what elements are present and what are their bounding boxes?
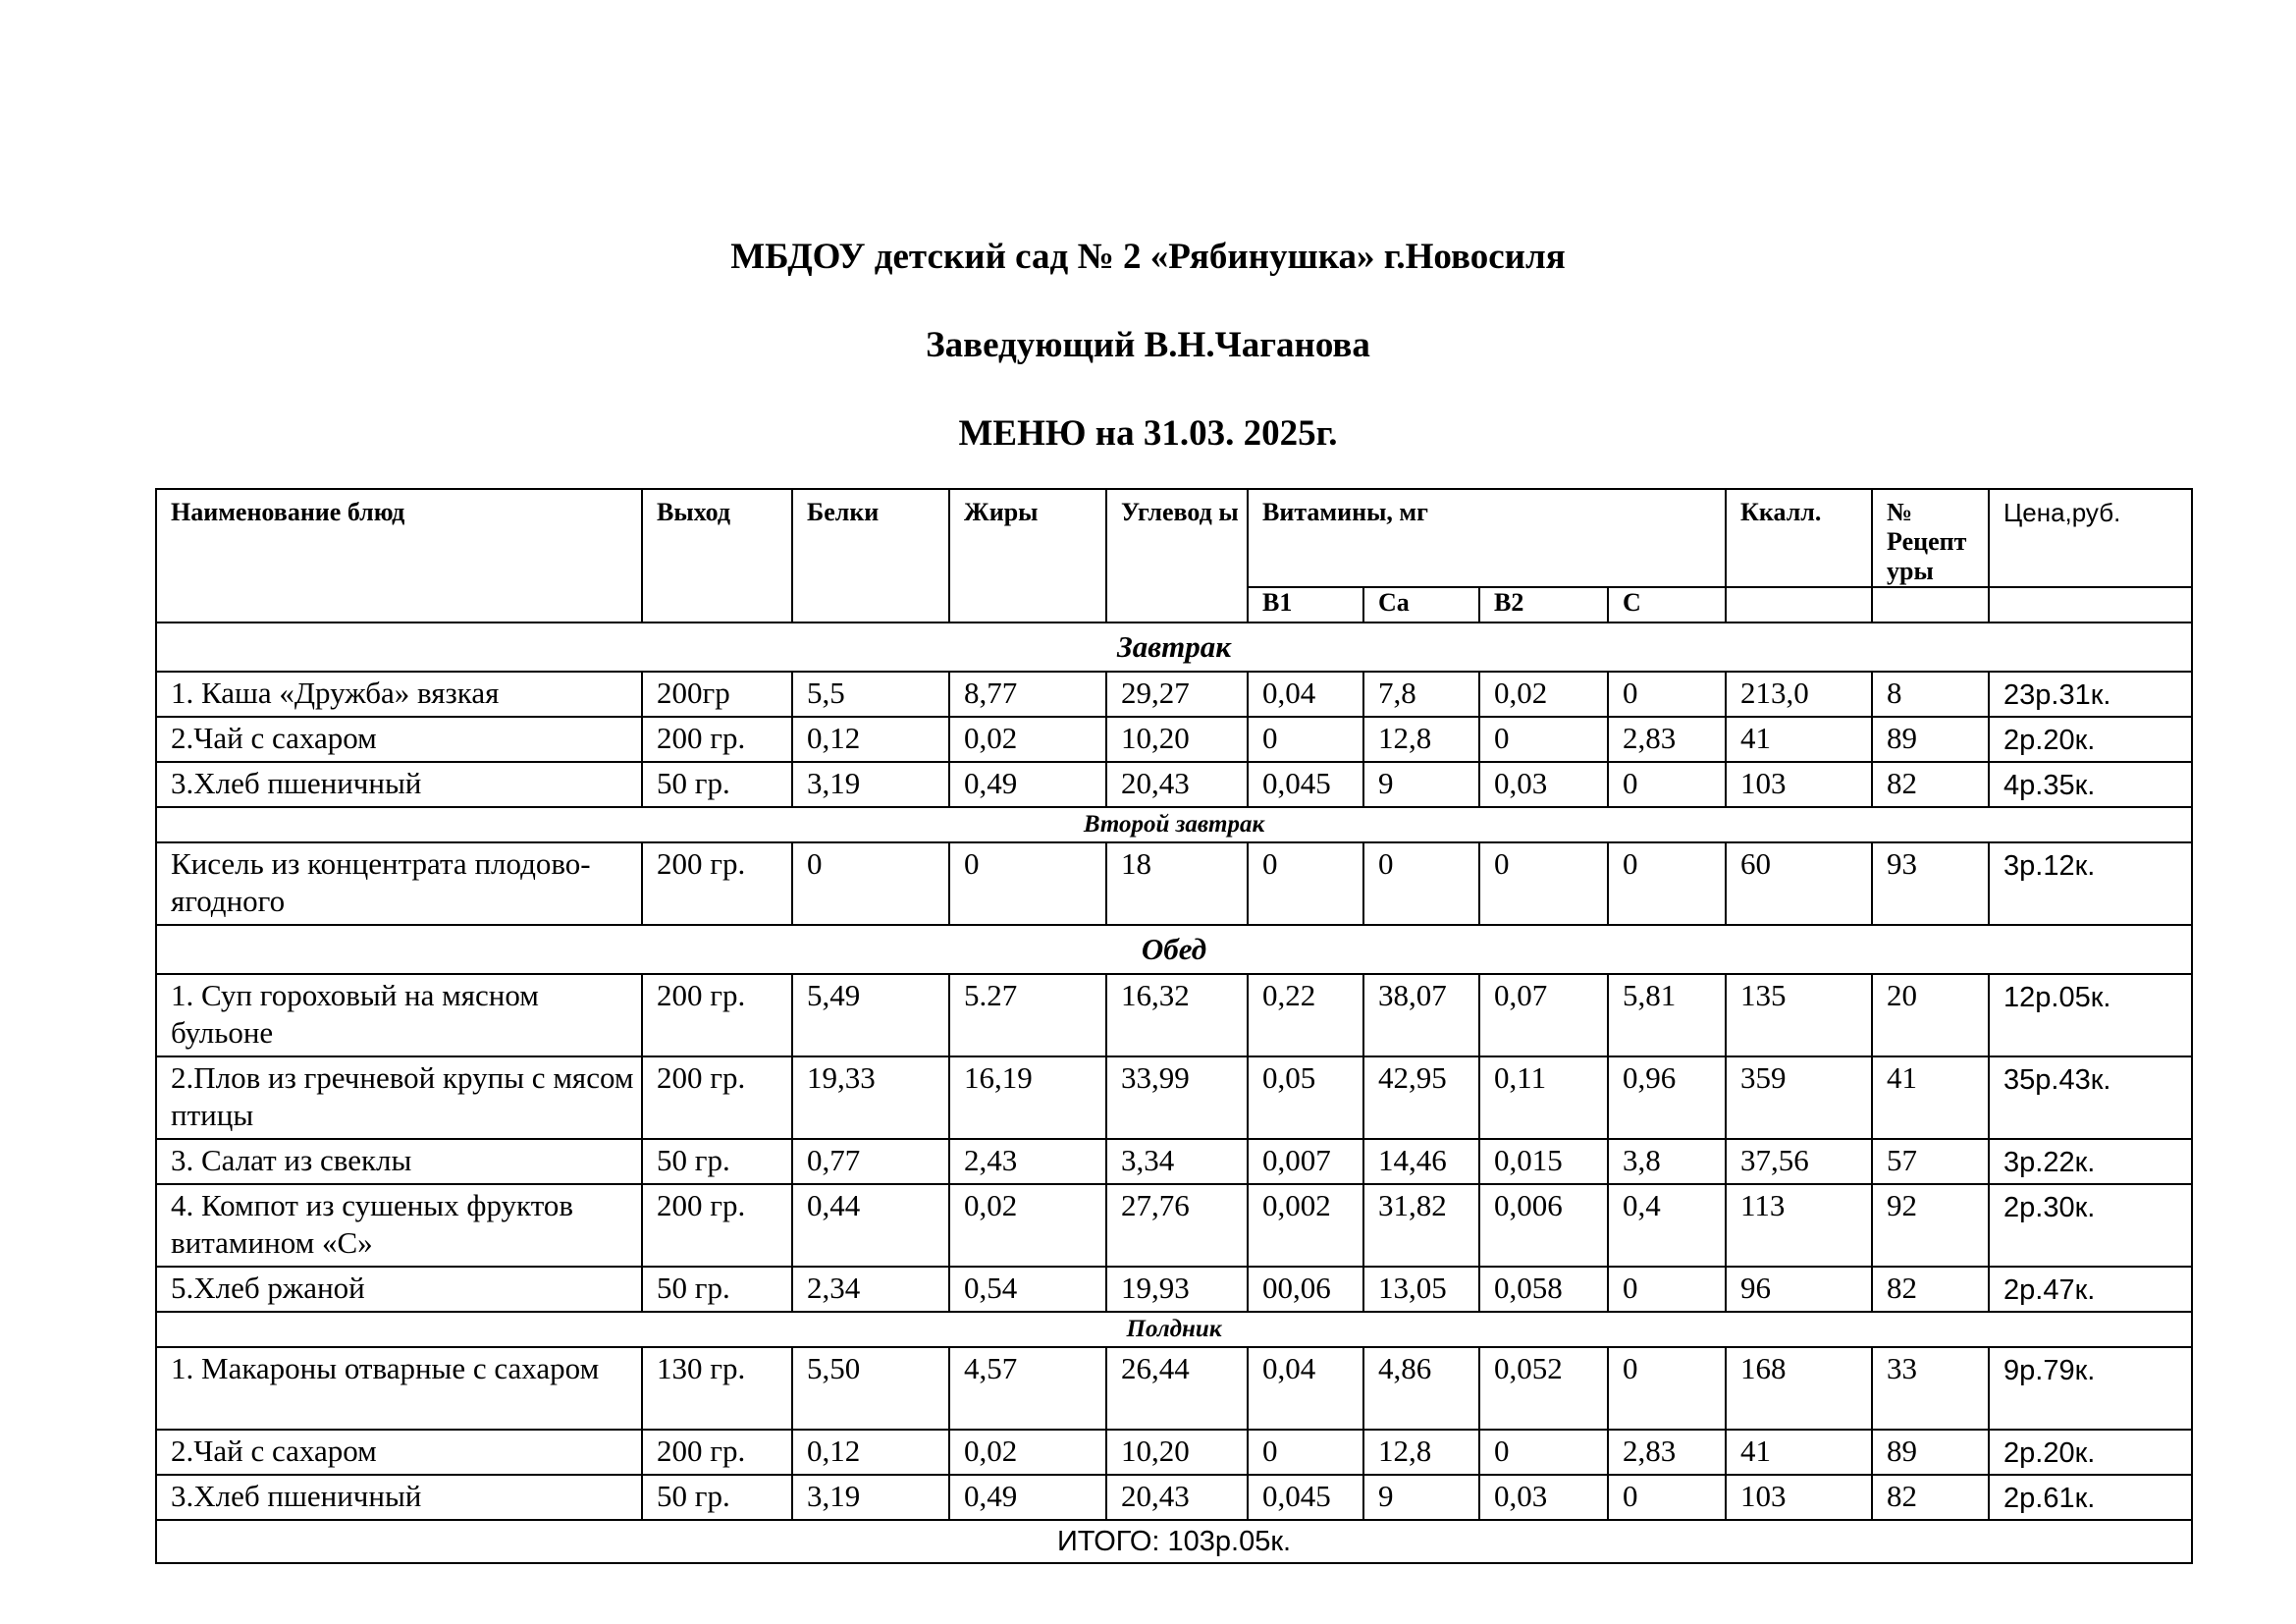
cell-kcal: 41: [1726, 717, 1872, 762]
cell-b2: 0: [1479, 1430, 1608, 1475]
cell-b2: 0,07: [1479, 974, 1608, 1056]
cell-name: 4. Компот из сушеных фруктов витамином «С»: [156, 1184, 642, 1267]
cell-recipe: 41: [1872, 1056, 1989, 1139]
table-row: [156, 762, 2192, 807]
cell-price: 3р.12к.: [1989, 842, 2192, 925]
cell-protein: 5,50: [792, 1347, 949, 1430]
cell-fat: 0: [949, 842, 1106, 925]
cell-c: 0: [1608, 842, 1726, 925]
cell-ca: 12,8: [1363, 717, 1479, 762]
cell-fat: 0,49: [949, 762, 1106, 807]
cell-yield: 200 гр.: [642, 842, 792, 925]
cell-name: 2.Плов из гречневой крупы с мясом птицы: [156, 1056, 642, 1139]
cell-carbs: 20,43: [1106, 762, 1248, 807]
cell-kcal: 103: [1726, 1475, 1872, 1520]
cell-b1: 0,04: [1248, 672, 1363, 717]
cell-b1: 0,05: [1248, 1056, 1363, 1139]
cell-protein: 19,33: [792, 1056, 949, 1139]
col-header-carbs: Углевод ы: [1106, 489, 1248, 623]
cell-b1: 0,007: [1248, 1139, 1363, 1184]
col-header-vitamins: Витамины, мг: [1248, 489, 1726, 587]
cell-kcal: 96: [1726, 1267, 1872, 1312]
cell-recipe: 89: [1872, 717, 1989, 762]
cell-fat: 0,49: [949, 1475, 1106, 1520]
cell-b1: 0: [1248, 842, 1363, 925]
col-header-kcal: Ккалл.: [1726, 489, 1872, 587]
cell-b1: 0,045: [1248, 762, 1363, 807]
cell-yield: 200гр: [642, 672, 792, 717]
table-row: [156, 1347, 2192, 1430]
cell-b2: 0,03: [1479, 762, 1608, 807]
table-header-row: [156, 489, 2192, 587]
cell-carbs: 33,99: [1106, 1056, 1248, 1139]
cell-fat: 0,54: [949, 1267, 1106, 1312]
cell-protein: 3,19: [792, 1475, 949, 1520]
cell-name: 3.Хлеб пшеничный: [156, 1475, 642, 1520]
cell-protein: 5,49: [792, 974, 949, 1056]
col-header-yield: Выход: [642, 489, 792, 623]
cell-protein: 3,19: [792, 762, 949, 807]
menu-title: МЕНЮ на 31.03. 2025г.: [958, 413, 1338, 454]
cell-name: 1. Каша «Дружба» вязкая: [156, 672, 642, 717]
col-header-b1: В1: [1248, 587, 1363, 623]
head-of-institution: Заведующий В.Н.Чаганова: [926, 325, 1370, 365]
cell-kcal: 135: [1726, 974, 1872, 1056]
cell-recipe: 93: [1872, 842, 1989, 925]
cell-c: 0: [1608, 1475, 1726, 1520]
cell-fat: 5.27: [949, 974, 1106, 1056]
table-row: [156, 1430, 2192, 1475]
cell-yield: 200 гр.: [642, 1184, 792, 1267]
cell-price: 2р.61к.: [1989, 1475, 2192, 1520]
cell-b2: 0,006: [1479, 1184, 1608, 1267]
cell-price: 12р.05к.: [1989, 974, 2192, 1056]
cell-c: 0,4: [1608, 1184, 1726, 1267]
table-row: [156, 1475, 2192, 1520]
cell-b2: 0,015: [1479, 1139, 1608, 1184]
cell-carbs: 16,32: [1106, 974, 1248, 1056]
col-header-recipe: № Рецепт уры: [1872, 489, 1989, 587]
cell-ca: 42,95: [1363, 1056, 1479, 1139]
cell-price: 35р.43к.: [1989, 1056, 2192, 1139]
cell-carbs: 18: [1106, 842, 1248, 925]
section-row: [156, 1312, 2192, 1347]
table-row: [156, 1056, 2192, 1139]
organization-title: МБДОУ детский сад № 2 «Рябинушка» г.Новосиля: [730, 237, 1566, 277]
cell-protein: 0,12: [792, 717, 949, 762]
cell-protein: 0,12: [792, 1430, 949, 1475]
cell-name: Кисель из концентрата плодово-ягодного: [156, 842, 642, 925]
table-row: [156, 974, 2192, 1056]
cell-name: 2.Чай с сахаром: [156, 717, 642, 762]
cell-fat: 4,57: [949, 1347, 1106, 1430]
cell-ca: 9: [1363, 1475, 1479, 1520]
cell-yield: 50 гр.: [642, 1267, 792, 1312]
cell-kcal: 213,0: [1726, 672, 1872, 717]
cell-b2: 0,058: [1479, 1267, 1608, 1312]
cell-ca: 4,86: [1363, 1347, 1479, 1430]
cell-b2: 0,02: [1479, 672, 1608, 717]
cell-name: 2.Чай с сахаром: [156, 1430, 642, 1475]
cell-kcal: 113: [1726, 1184, 1872, 1267]
cell-kcal: 37,56: [1726, 1139, 1872, 1184]
cell-carbs: 27,76: [1106, 1184, 1248, 1267]
cell-recipe: 82: [1872, 1475, 1989, 1520]
cell-b1: 0: [1248, 717, 1363, 762]
cell-carbs: 19,93: [1106, 1267, 1248, 1312]
cell-protein: 0,77: [792, 1139, 949, 1184]
table-row: [156, 1184, 2192, 1267]
cell-fat: 0,02: [949, 717, 1106, 762]
cell-price: 2р.30к.: [1989, 1184, 2192, 1267]
cell-yield: 130 гр.: [642, 1347, 792, 1430]
empty-cell: [1989, 587, 2192, 623]
cell-c: 0,96: [1608, 1056, 1726, 1139]
cell-b1: 0,22: [1248, 974, 1363, 1056]
cell-carbs: 20,43: [1106, 1475, 1248, 1520]
cell-ca: 38,07: [1363, 974, 1479, 1056]
table-row: [156, 717, 2192, 762]
col-header-protein: Белки: [792, 489, 949, 623]
cell-b2: 0,11: [1479, 1056, 1608, 1139]
cell-carbs: 29,27: [1106, 672, 1248, 717]
cell-price: 2р.47к.: [1989, 1267, 2192, 1312]
cell-yield: 200 гр.: [642, 1430, 792, 1475]
cell-b2: 0,052: [1479, 1347, 1608, 1430]
cell-recipe: 92: [1872, 1184, 1989, 1267]
cell-c: 0: [1608, 672, 1726, 717]
cell-carbs: 3,34: [1106, 1139, 1248, 1184]
col-header-c: С: [1608, 587, 1726, 623]
table-row: [156, 672, 2192, 717]
cell-price: 9р.79к.: [1989, 1347, 2192, 1430]
cell-protein: 5,5: [792, 672, 949, 717]
cell-c: 2,83: [1608, 1430, 1726, 1475]
cell-name: 1. Суп гороховый на мясном бульоне: [156, 974, 642, 1056]
cell-name: 5.Хлеб ржаной: [156, 1267, 642, 1312]
cell-name: 1. Макароны отварные с сахаром: [156, 1347, 642, 1430]
cell-fat: 2,43: [949, 1139, 1106, 1184]
cell-fat: 8,77: [949, 672, 1106, 717]
cell-c: 2,83: [1608, 717, 1726, 762]
cell-yield: 200 гр.: [642, 1056, 792, 1139]
cell-kcal: 41: [1726, 1430, 1872, 1475]
cell-kcal: 103: [1726, 762, 1872, 807]
cell-name: 3. Салат из свеклы: [156, 1139, 642, 1184]
cell-carbs: 10,20: [1106, 1430, 1248, 1475]
table-row: [156, 842, 2192, 925]
section-row: [156, 925, 2192, 974]
section-title: Обед: [156, 925, 2192, 974]
total-row: [156, 1520, 2192, 1563]
cell-protein: 0,44: [792, 1184, 949, 1267]
cell-fat: 16,19: [949, 1056, 1106, 1139]
cell-ca: 14,46: [1363, 1139, 1479, 1184]
cell-c: 3,8: [1608, 1139, 1726, 1184]
cell-protein: 2,34: [792, 1267, 949, 1312]
section-row: [156, 807, 2192, 842]
cell-b1: 0,04: [1248, 1347, 1363, 1430]
total-cell: ИТОГО: 103р.05к.: [156, 1520, 2192, 1563]
cell-b2: 0,03: [1479, 1475, 1608, 1520]
cell-recipe: 20: [1872, 974, 1989, 1056]
col-header-price: Цена,руб.: [1989, 489, 2192, 587]
cell-ca: 7,8: [1363, 672, 1479, 717]
cell-kcal: 359: [1726, 1056, 1872, 1139]
cell-c: 0: [1608, 762, 1726, 807]
cell-ca: 31,82: [1363, 1184, 1479, 1267]
cell-yield: 50 гр.: [642, 1139, 792, 1184]
cell-yield: 50 гр.: [642, 762, 792, 807]
table-row: [156, 1267, 2192, 1312]
cell-price: 4р.35к.: [1989, 762, 2192, 807]
cell-ca: 0: [1363, 842, 1479, 925]
cell-b1: 0: [1248, 1430, 1363, 1475]
cell-price: 23р.31к.: [1989, 672, 2192, 717]
cell-price: 2р.20к.: [1989, 717, 2192, 762]
cell-recipe: 57: [1872, 1139, 1989, 1184]
section-title: Второй завтрак: [156, 807, 2192, 842]
cell-name: 3.Хлеб пшеничный: [156, 762, 642, 807]
col-header-ca: Са: [1363, 587, 1479, 623]
cell-ca: 13,05: [1363, 1267, 1479, 1312]
cell-price: 2р.20к.: [1989, 1430, 2192, 1475]
cell-price: 3р.22к.: [1989, 1139, 2192, 1184]
cell-kcal: 168: [1726, 1347, 1872, 1430]
cell-recipe: 8: [1872, 672, 1989, 717]
cell-fat: 0,02: [949, 1430, 1106, 1475]
cell-ca: 12,8: [1363, 1430, 1479, 1475]
cell-recipe: 89: [1872, 1430, 1989, 1475]
cell-kcal: 60: [1726, 842, 1872, 925]
cell-b2: 0: [1479, 717, 1608, 762]
menu-table: [155, 488, 2193, 1564]
col-header-b2: В2: [1479, 587, 1608, 623]
col-header-fat: Жиры: [949, 489, 1106, 623]
cell-carbs: 10,20: [1106, 717, 1248, 762]
cell-b2: 0: [1479, 842, 1608, 925]
empty-cell: [1726, 587, 1872, 623]
cell-b1: 00,06: [1248, 1267, 1363, 1312]
cell-b1: 0,002: [1248, 1184, 1363, 1267]
table-row: [156, 1139, 2192, 1184]
col-header-name: Наименование блюд: [156, 489, 642, 623]
cell-b1: 0,045: [1248, 1475, 1363, 1520]
cell-recipe: 33: [1872, 1347, 1989, 1430]
cell-carbs: 26,44: [1106, 1347, 1248, 1430]
cell-recipe: 82: [1872, 762, 1989, 807]
cell-protein: 0: [792, 842, 949, 925]
cell-yield: 200 гр.: [642, 974, 792, 1056]
cell-ca: 9: [1363, 762, 1479, 807]
cell-recipe: 82: [1872, 1267, 1989, 1312]
cell-c: 5,81: [1608, 974, 1726, 1056]
cell-yield: 200 гр.: [642, 717, 792, 762]
empty-cell: [1872, 587, 1989, 623]
cell-yield: 50 гр.: [642, 1475, 792, 1520]
cell-c: 0: [1608, 1347, 1726, 1430]
cell-fat: 0,02: [949, 1184, 1106, 1267]
section-title: Полдник: [156, 1312, 2192, 1347]
cell-c: 0: [1608, 1267, 1726, 1312]
section-title: Завтрак: [156, 623, 2192, 672]
section-row: [156, 623, 2192, 672]
